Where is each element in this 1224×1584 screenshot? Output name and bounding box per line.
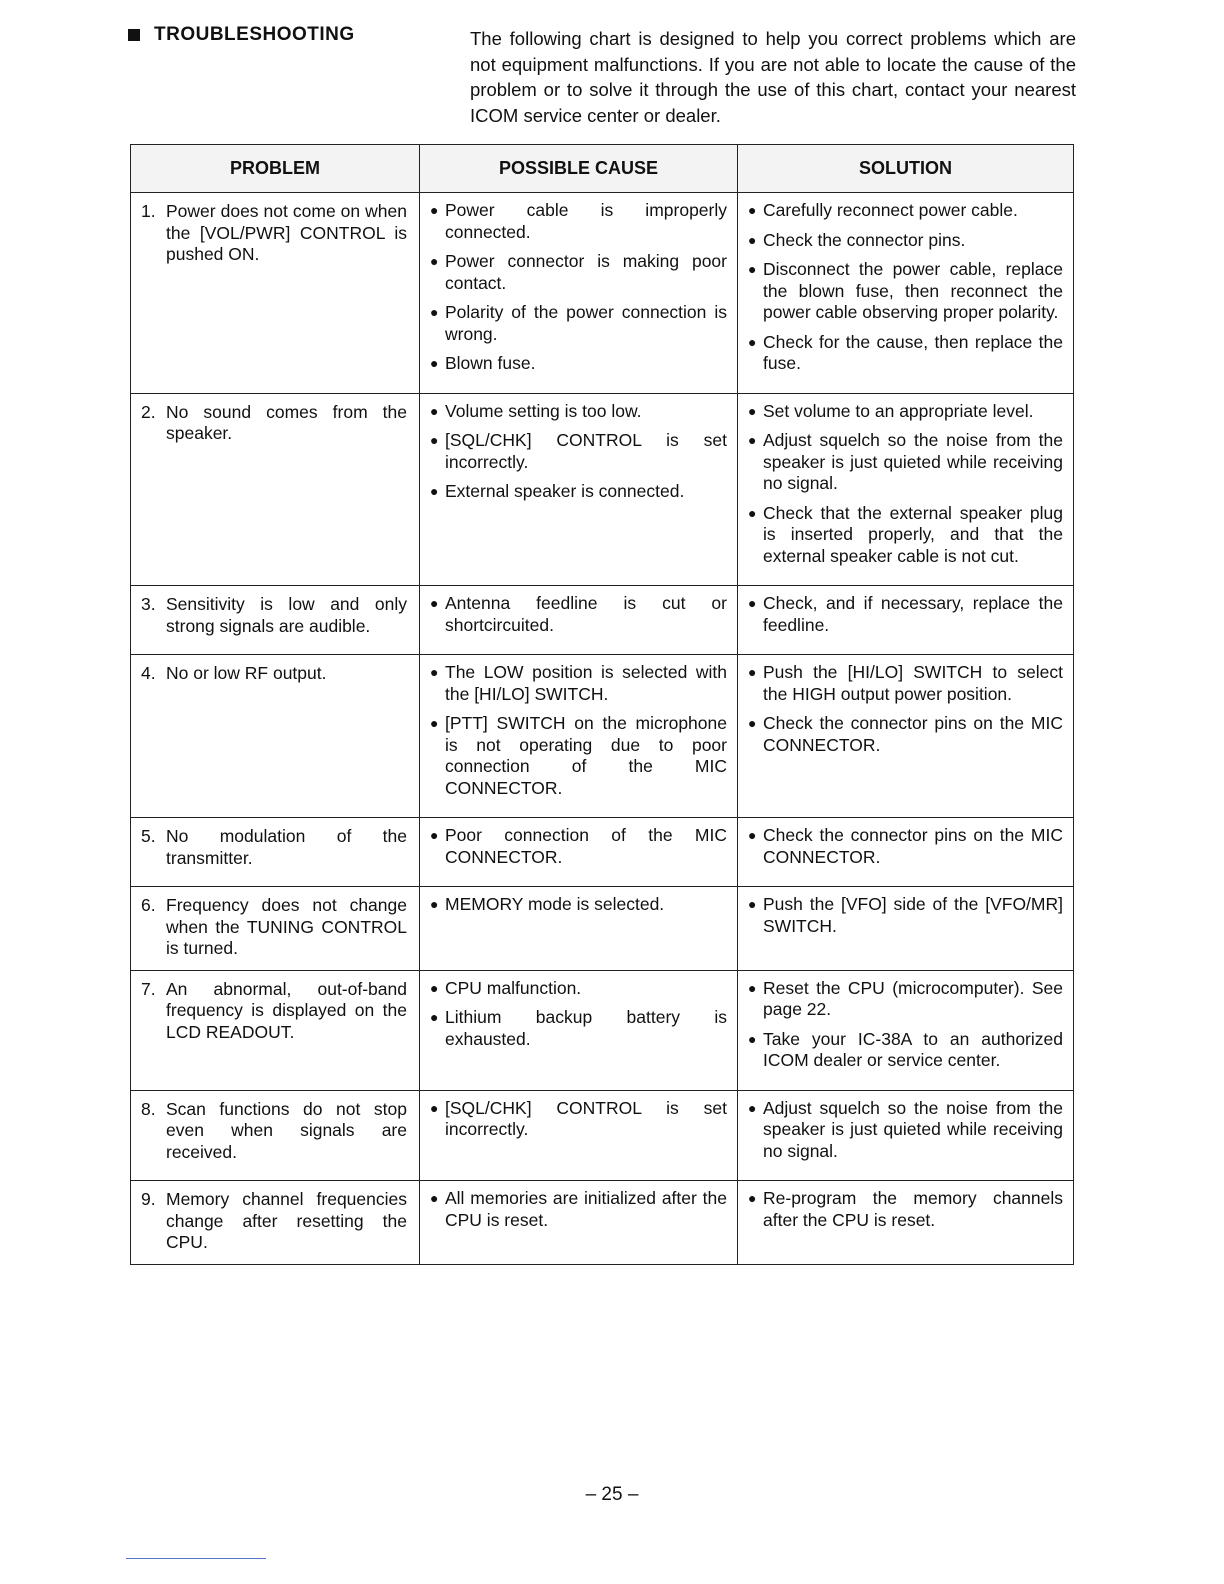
- bullet-dot-icon: ●: [430, 432, 439, 448]
- solution-item-text: Check that the external speaker plug is inserted properly, and that the external speaker cable is not cut.: [763, 502, 1063, 566]
- problem-cell: [131, 193, 420, 394]
- intro-paragraph: The following chart is designed to help you correct problems which are not equipment malfunctions. If you are not able to locate the cause of the problem or to solve it through the use of this chart, contact your nearest ICOM service center or dealer.: [470, 28, 1076, 126]
- cause-item-text: Power cable is improperly connected.: [445, 200, 727, 242]
- page-number: – 25 –: [585, 1484, 639, 1505]
- problem-cell: [131, 887, 420, 971]
- cause-item-text: [PTT] SWITCH on the microphone is not operating due to poor connection of the MIC CONNECTOR.: [445, 713, 727, 798]
- problem-number: 3.: [141, 594, 156, 614]
- table-row: [131, 655, 1074, 818]
- footer-rule: [126, 1558, 266, 1559]
- solution-item: [748, 230, 1063, 252]
- cause-item: [430, 825, 727, 868]
- cause-item-text: Lithium backup battery is exhausted.: [445, 1007, 727, 1049]
- solution-item-text: Disconnect the power cable, replace the blown fuse, then reconnect the power cable observing proper polarity.: [763, 259, 1063, 322]
- cause-item-text: The LOW position is selected with the [HI/LO] SWITCH.: [445, 662, 727, 704]
- section-title-text: TROUBLESHOOTING: [154, 24, 355, 45]
- bullet-dot-icon: ●: [430, 304, 439, 320]
- problem-text: Power does not come on when the [VOL/PWR] CONTROL is pushed ON.: [166, 201, 407, 264]
- solution-item-text: Check the connector pins on the MIC CONNECTOR.: [763, 713, 1063, 755]
- cause-item: [430, 713, 727, 799]
- problem-number: 1.: [141, 201, 156, 221]
- section-title: [128, 24, 355, 46]
- cause-item-text: Volume setting is too low.: [445, 400, 642, 421]
- bullet-dot-icon: ●: [430, 896, 439, 912]
- troubleshooting-table: [130, 144, 1074, 1265]
- solution-item-text: Carefully reconnect power cable.: [763, 200, 1018, 220]
- cause-item-text: Power connector is making poor contact.: [445, 251, 727, 293]
- problem-text: No sound comes from the speaker.: [166, 401, 407, 443]
- problem-item: [141, 895, 407, 960]
- bullet-dot-icon: ●: [430, 355, 439, 371]
- solution-cell: [738, 193, 1074, 394]
- problem-number: 6.: [141, 895, 156, 915]
- problem-cell: [131, 818, 420, 887]
- solution-item: [748, 1188, 1063, 1231]
- problem-number: 8.: [141, 1098, 156, 1119]
- table-row: [131, 586, 1074, 655]
- cause-item: [430, 302, 727, 345]
- solution-item: [748, 593, 1063, 636]
- bullet-dot-icon: ●: [748, 1030, 757, 1047]
- solution-item: [748, 825, 1063, 868]
- cause-item: [430, 401, 727, 423]
- problem-cell: [131, 655, 420, 818]
- solution-item: [748, 894, 1063, 937]
- solution-cell: [738, 1181, 1074, 1265]
- solution-item-text: Adjust squelch so the noise from the speaker is just quieted while receiving no signal.: [763, 1097, 1063, 1161]
- bullet-dot-icon: ●: [748, 261, 757, 277]
- solution-item: [748, 662, 1063, 705]
- problem-text: Memory channel frequencies change after resetting the CPU.: [166, 1189, 407, 1252]
- bullet-dot-icon: ●: [748, 333, 757, 350]
- bullet-dot-icon: ●: [748, 896, 757, 912]
- cause-item: [430, 662, 727, 705]
- bullet-dot-icon: ●: [430, 1009, 439, 1025]
- cause-cell: [420, 1181, 738, 1265]
- solution-item: [748, 430, 1063, 495]
- bullet-dot-icon: ●: [430, 402, 439, 419]
- bullet-dot-icon: ●: [748, 402, 757, 419]
- cause-item: [430, 894, 727, 916]
- bullet-dot-icon: ●: [430, 202, 439, 218]
- solution-item-text: Reset the CPU (microcomputer). See page 22.: [763, 977, 1063, 1019]
- solution-item-text: Check for the cause, then replace the fuse.: [763, 331, 1063, 373]
- solution-item: [748, 401, 1063, 423]
- cause-item: [430, 430, 727, 473]
- bullet-dot-icon: ●: [748, 827, 757, 843]
- header-solution: SOLUTION: [738, 145, 1074, 193]
- solution-cell: [738, 655, 1074, 818]
- problem-number: 7.: [141, 978, 156, 999]
- problem-text: Frequency does not change when the TUNING CONTROL is turned.: [166, 895, 407, 958]
- table-row: [131, 970, 1074, 1090]
- cause-item-text: Poor connection of the MIC CONNECTOR.: [445, 825, 727, 867]
- problem-cell: [131, 1181, 420, 1265]
- bullet-dot-icon: ●: [430, 253, 439, 269]
- problem-number: 4.: [141, 663, 156, 683]
- problem-item: [141, 1189, 407, 1254]
- solution-item: [748, 332, 1063, 375]
- cause-cell: [420, 1090, 738, 1181]
- solution-cell: [738, 970, 1074, 1090]
- square-bullet-icon: [128, 29, 140, 41]
- solution-cell: [738, 586, 1074, 655]
- bullet-dot-icon: ●: [430, 483, 439, 499]
- solution-item-text: Push the [VFO] side of the [VFO/MR] SWITCH.: [763, 894, 1063, 936]
- problem-item: [141, 826, 407, 869]
- bullet-dot-icon: ●: [430, 595, 439, 611]
- cause-cell: [420, 970, 738, 1090]
- bullet-dot-icon: ●: [748, 595, 757, 611]
- cause-cell: [420, 586, 738, 655]
- problem-text: An abnormal, out-of-band frequency is displayed on the LCD READOUT.: [166, 978, 407, 1042]
- cause-item: [430, 1007, 727, 1050]
- solution-item-text: Push the [HI/LO] SWITCH to select the HIGH output power position.: [763, 662, 1063, 704]
- table-row: [131, 393, 1074, 586]
- solution-item-text: Check the connector pins on the MIC CONNECTOR.: [763, 825, 1063, 867]
- problem-text: Scan functions do not stop even when signals are received.: [166, 1098, 407, 1162]
- solution-item: [748, 1098, 1063, 1163]
- solution-item-text: Adjust squelch so the noise from the speaker is just quieted while receiving no signal.: [763, 430, 1063, 493]
- solution-item: [748, 503, 1063, 568]
- cause-item: [430, 1188, 727, 1231]
- problem-item: [141, 594, 407, 637]
- bullet-dot-icon: ●: [430, 979, 439, 996]
- bullet-dot-icon: ●: [748, 979, 757, 996]
- problem-item: [141, 979, 407, 1044]
- cause-cell: [420, 818, 738, 887]
- problem-item: [141, 1099, 407, 1164]
- cause-item-text: External speaker is connected.: [445, 481, 685, 501]
- bullet-dot-icon: ●: [748, 202, 757, 218]
- cause-cell: [420, 887, 738, 971]
- problem-cell: [131, 393, 420, 586]
- solution-item-text: Take your IC-38A to an authorized ICOM dealer or service center.: [763, 1028, 1063, 1070]
- table-row: [131, 818, 1074, 887]
- cause-cell: [420, 393, 738, 586]
- problem-item: [141, 663, 407, 685]
- cause-item-text: All memories are initialized after the CPU is reset.: [445, 1188, 727, 1230]
- solution-cell: [738, 393, 1074, 586]
- solution-item-text: Check the connector pins.: [763, 229, 966, 250]
- cause-item-text: Polarity of the power connection is wrong.: [445, 302, 727, 344]
- table-row: [131, 193, 1074, 394]
- cause-cell: [420, 193, 738, 394]
- cause-item: [430, 593, 727, 636]
- cause-item: [430, 978, 727, 1000]
- cause-item: [430, 251, 727, 294]
- problem-number: 9.: [141, 1189, 156, 1209]
- problem-text: No or low RF output.: [166, 663, 327, 683]
- header-possible-cause: POSSIBLE CAUSE: [420, 145, 738, 193]
- problem-text: No modulation of the transmitter.: [166, 826, 407, 868]
- cause-item: [430, 200, 727, 243]
- problem-cell: [131, 1090, 420, 1181]
- bullet-dot-icon: ●: [748, 715, 757, 731]
- solution-cell: [738, 818, 1074, 887]
- bullet-dot-icon: ●: [430, 664, 439, 680]
- solution-item: [748, 200, 1063, 222]
- problem-cell: [131, 586, 420, 655]
- cause-item: [430, 481, 727, 503]
- cause-item-text: Antenna feedline is cut or shortcircuited.: [445, 593, 727, 635]
- cause-item-text: [SQL/CHK] CONTROL is set incorrectly.: [445, 1097, 727, 1139]
- problem-number: 2.: [141, 401, 156, 422]
- bullet-dot-icon: ●: [748, 664, 757, 680]
- table-body: [131, 193, 1074, 1265]
- problem-item: [141, 402, 407, 445]
- cause-item: [430, 353, 727, 375]
- solution-item-text: Set volume to an appropriate level.: [763, 400, 1034, 421]
- bullet-dot-icon: ●: [430, 827, 439, 843]
- solution-item: [748, 1029, 1063, 1072]
- table-header-row: [131, 145, 1074, 193]
- solution-item-text: Re-program the memory channels after the CPU is reset.: [763, 1188, 1063, 1230]
- cause-item: [430, 1098, 727, 1141]
- problem-item: [141, 201, 407, 266]
- bullet-dot-icon: ●: [748, 231, 757, 248]
- solution-cell: [738, 887, 1074, 971]
- problem-number: 5.: [141, 826, 156, 846]
- bullet-dot-icon: ●: [748, 1099, 757, 1116]
- bullet-dot-icon: ●: [430, 715, 439, 731]
- bullet-dot-icon: ●: [430, 1099, 439, 1116]
- table-row: [131, 1090, 1074, 1181]
- bullet-dot-icon: ●: [748, 432, 757, 448]
- bullet-dot-icon: ●: [748, 1190, 757, 1206]
- table-row: [131, 1181, 1074, 1265]
- solution-item: [748, 978, 1063, 1021]
- cause-item-text: Blown fuse.: [445, 353, 536, 373]
- cause-cell: [420, 655, 738, 818]
- problem-cell: [131, 970, 420, 1090]
- bullet-dot-icon: ●: [748, 504, 757, 521]
- solution-item: [748, 713, 1063, 756]
- bullet-dot-icon: ●: [430, 1190, 439, 1206]
- solution-item: [748, 259, 1063, 324]
- cause-item-text: [SQL/CHK] CONTROL is set incorrectly.: [445, 430, 727, 472]
- cause-item-text: CPU malfunction.: [445, 977, 582, 998]
- solution-item-text: Check, and if necessary, replace the feedline.: [763, 593, 1063, 635]
- header-problem: PROBLEM: [131, 145, 420, 193]
- problem-text: Sensitivity is low and only strong signals are audible.: [166, 594, 407, 636]
- solution-cell: [738, 1090, 1074, 1181]
- cause-item-text: MEMORY mode is selected.: [445, 894, 665, 914]
- table-row: [131, 887, 1074, 971]
